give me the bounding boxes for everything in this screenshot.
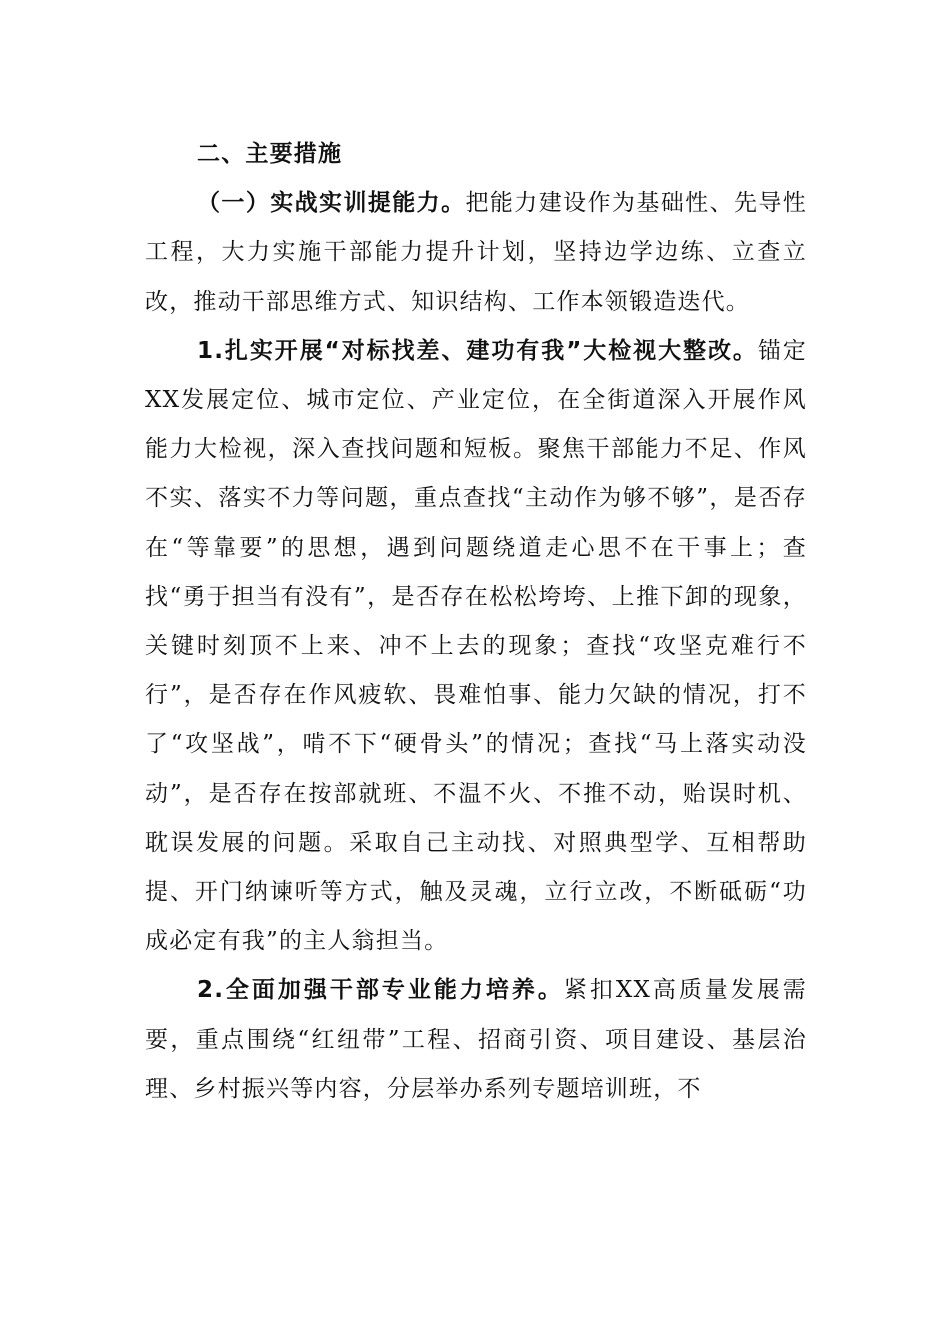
- paragraph-2: [145, 327, 807, 967]
- item-2-heading: 2.全面加强干部专业能力培养。: [197, 977, 564, 1004]
- section-heading: 二、主要措施: [197, 141, 343, 167]
- document-body: [145, 130, 807, 1114]
- paragraph-1: [145, 179, 807, 327]
- paragraph-2-text: 锚定XX发展定位、城市定位、产业定位，在全街道深入开展作风能力大检视，深入查找问题和短板。聚焦干部能力不足、作风不实、落实不力等问题，重点查找“主动作为够不够”，是否存在“等靠要”的思想，遇到问题绕道走心思不在干事上；查找“勇于担当有没有”，是否存在松松垮垮、上推下卸的现象，关键时刻顶不上来、冲不上去的现象；查找“攻坚克难行不行”，是否存在作风疲软、畏难怕事、能力欠缺的情况，打不了“攻坚战”，啃不下“硬骨头”的情况；查找“马上落实动没动”，是否存在按部就班、不温不火、不推不动，贻误时机、耽误发展的问题。采取自己主动找、对照典型学、互相帮助提、开门纳谏听等方式，触及灵魂，立行立改，不断砥砺“功成必定有我”的主人翁担当。: [145, 337, 807, 955]
- paragraph-3-text: 紧扣XX高质量发展需要，重点围绕“红纽带”工程、招商引资、项目建设、基层治理、乡村振兴等内容，分层举办系列专题培训班，不: [145, 977, 808, 1102]
- sub-heading: （一）实战实训提能力。: [197, 190, 466, 217]
- paragraph-3: [145, 966, 807, 1114]
- item-1-heading: 1.扎实开展“对标找差、建功有我”大检视大整改。: [197, 337, 758, 364]
- paragraph-1-text: 把能力建设作为基础性、先导性工程，大力实施干部能力提升计划，坚持边学边练、立查立改，推动干部思维方式、知识结构、工作本领锻造迭代。: [145, 190, 807, 315]
